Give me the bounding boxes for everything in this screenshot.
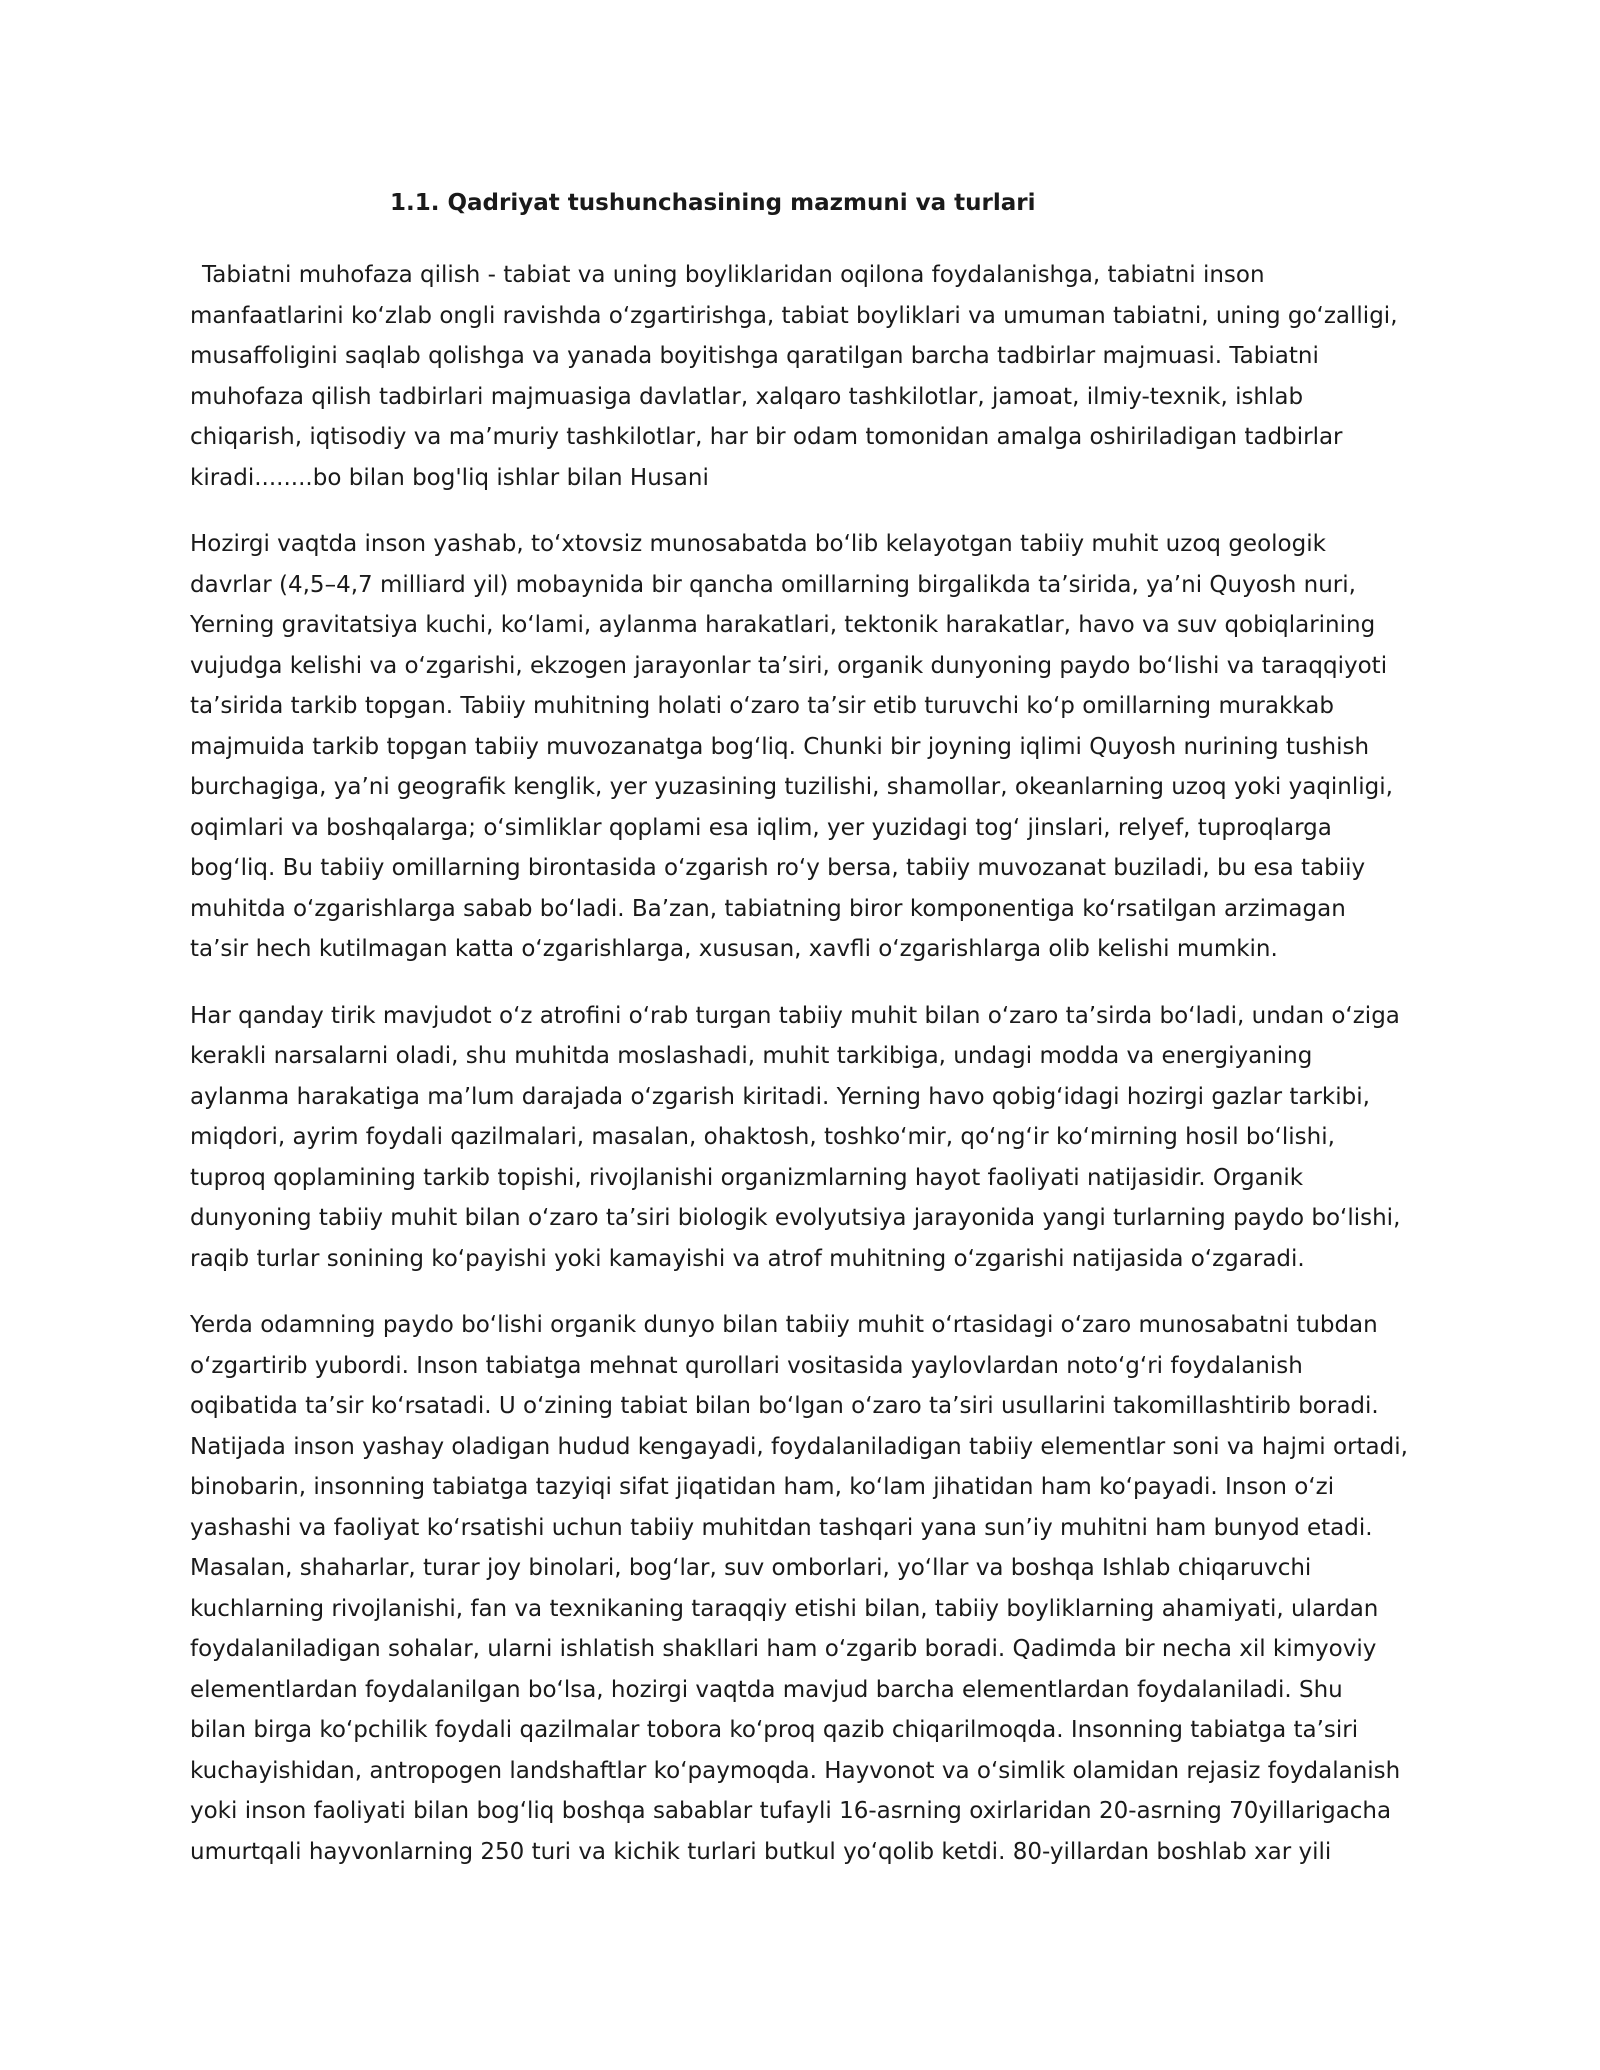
text-line: yoki inson faoliyati bilan bog‘liq boshqa sabablar tufayli 16-asrning oxirlaridan 20-asrning 70yillarigacha <box>190 1798 1392 1824</box>
text-line: oqimlari va boshqalarga; o‘simliklar qoplami esa iqlim, yer yuzidagi tog‘ jinslari, relyef, tuproqlarga <box>190 814 1332 841</box>
text-line: kerakli narsalarni oladi, shu muhitda moslashadi, muhit tarkibiga, undagi modda va energiyaning <box>190 1043 1313 1069</box>
text-line: ta’sirida tarkib topgan. Tabiiy muhitning holati o‘zaro ta’sir etib turuvchi ko‘p omillarning murakkab <box>190 693 1334 719</box>
text-line: davrlar (4,5–4,7 milliard yil) mobaynida bir qancha omillarning birgalikda ta’sirida, ya’ni Quyosh nuri, <box>190 571 1356 598</box>
text-line: yashashi va faoliyat ko‘rsatishi uchun tabiiy muhitdan tashqari yana sun’iy muhitni ham bunyod etadi. <box>190 1514 1373 1541</box>
paragraph-2 <box>190 524 1435 970</box>
text-line: kuchlarning rivojlanishi, fan va texnikaning taraqqiy etishi bilan, tabiiy boyliklarning ahamiyati, ulardan <box>190 1595 1379 1622</box>
text-line: manfaatlarini ko‘zlab ongli ravishda o‘zgartirishga, tabiat boyliklari va umuman tabiatni, uning go‘zalligi, <box>190 302 1398 329</box>
text-line: Yerda odamning paydo bo‘lishi organik dunyo bilan tabiiy muhit o‘rtasidagi o‘zaro munosabatni tubdan <box>190 1312 1378 1338</box>
text-line: raqib turlar sonining ko‘payishi yoki kamayishi va atrof muhitning o‘zgarishi natijasida o‘zgaradi. <box>190 1245 1305 1272</box>
text-line: dunyoning tabiiy muhit bilan o‘zaro ta’siri biologik evolyutsiya jarayonida yangi turlarning paydo bo‘lishi, <box>190 1205 1401 1231</box>
text-line: majmuida tarkib topgan tabiiy muvozanatga bog‘liq. Chunki bir joyning iqlimi Quyosh nurining tushish <box>190 733 1370 760</box>
section-title: 1.1. Qadriyat tushunchasining mazmuni va turlari <box>390 190 1036 216</box>
text-line: Natijada inson yashay oladigan hudud kengayadi, foydalaniladigan tabiiy elementlar soni va hajmi ortadi, <box>190 1433 1408 1460</box>
paragraph-4 <box>190 1305 1435 1872</box>
text-line: kiradi........bo bilan bog'liq ishlar bilan Husani <box>190 464 709 491</box>
text-line: binobarin, insonning tabiatga tazyiqi sifat jiqatidan ham, ko‘lam jihatidan ham ko‘payadi. Inson o‘zi <box>190 1474 1335 1500</box>
text-line: bilan birga ko‘pchilik foydali qazilmalar tobora ko‘proq qazib chiqarilmoqda. Insonning tabiatga ta’siri <box>190 1717 1359 1743</box>
text-line: Masalan, shaharlar, turar joy binolari, bog‘lar, suv omborlari, yo‘llar va boshqa Ishlab chiqaruvchi <box>190 1555 1312 1581</box>
text-line: o‘zgartirib yubordi. Inson tabiatga mehnat qurollari vositasida yaylovlardan noto‘g‘ri foydalanish <box>190 1352 1303 1379</box>
text-line: tuproq qoplamining tarkib topishi, rivojlanishi organizmlarning hayot faoliyati natijasidir. Organik <box>190 1164 1304 1191</box>
text-line: Har qanday tirik mavjudot o‘z atrofini o‘rab turgan tabiiy muhit bilan o‘zaro ta’sirda bo‘ladi, undan o‘ziga <box>190 1002 1400 1029</box>
text-line: musaffoligini saqlab qolishga va yanada boyitishga qaratilgan barcha tadbirlar majmuasi. Tabiatni <box>190 343 1319 369</box>
text-line: kuchayishidan, antropogen landshaftlar ko‘paymoqda. Hayvonot va o‘simlik olamidan rejasiz foydalanish <box>190 1757 1401 1784</box>
paragraph-3 <box>190 996 1435 1280</box>
text-line: aylanma harakatiga ma’lum darajada o‘zgarish kiritadi. Yerning havo qobig‘idagi hozirgi gazlar tarkibi, <box>190 1083 1370 1110</box>
text-line: muhofaza qilish tadbirlari majmuasiga davlatlar, xalqaro tashkilotlar, jamoat, ilmiy-texnik, ishlab <box>190 383 1304 410</box>
paragraph-1 <box>190 255 1435 498</box>
text-line: burchagiga, ya’ni geografik kenglik, yer yuzasining tuzilishi, shamollar, okeanlarning uzoq yoki yaqinligi, <box>190 774 1393 800</box>
text-line: miqdori, ayrim foydali qazilmalari, masalan, ohaktosh, toshko‘mir, qo‘ng‘ir ko‘mirning hosil bo‘lishi, <box>190 1124 1335 1150</box>
text-line: Yerning gravitatsiya kuchi, ko‘lami, aylanma harakatlari, tektonik harakatlar, havo va suv qobiqlarining <box>190 612 1376 638</box>
text-line: chiqarish, iqtisodiy va ma’muriy tashkilotlar, har bir odam tomonidan amalga oshiriladigan tadbirlar <box>190 424 1343 450</box>
text-line: Hozirgi vaqtda inson yashab, to‘xtovsiz munosabatda bo‘lib kelayotgan tabiiy muhit uzoq geologik <box>190 531 1326 557</box>
document-body <box>190 255 1435 1898</box>
text-line: muhitda o‘zgarishlarga sabab bo‘ladi. Ba’zan, tabiatning biror komponentiga ko‘rsatilgan arzimagan <box>190 895 1346 922</box>
text-line: vujudga kelishi va o‘zgarishi, ekzogen jarayonlar ta’siri, organik dunyoning paydo bo‘lishi va taraqqiyoti <box>190 652 1388 679</box>
text-line: elementlardan foydalanilgan bo‘lsa, hozirgi vaqtda mavjud barcha elementlardan foydalaniladi. Shu <box>190 1676 1343 1703</box>
text-line: umurtqali hayvonlarning 250 turi va kichik turlari butkul yo‘qolib ketdi. 80-yillardan boshlab xar yili <box>190 1838 1332 1865</box>
text-line: ta’sir hech kutilmagan katta o‘zgarishlarga, xususan, xavfli o‘zgarishlarga olib kelishi mumkin. <box>190 936 1278 962</box>
text-line: foydalaniladigan sohalar, ularni ishlatish shakllari ham o‘zgarib boradi. Qadimda bir necha xil kimyoviy <box>190 1636 1377 1662</box>
text-line: oqibatida ta’sir ko‘rsatadi. U o‘zining tabiat bilan bo‘lgan o‘zaro ta’siri usullarini takomillashtirib boradi. <box>190 1393 1379 1419</box>
text-line: Tabiatni muhofaza qilish - tabiat va uning boyliklaridan oqilona foydalanishga, tabiatni inson <box>202 262 1265 288</box>
text-line: bog‘liq. Bu tabiiy omillarning birontasida o‘zgarish ro‘y bersa, tabiiy muvozanat buziladi, bu esa tabiiy <box>190 855 1366 881</box>
